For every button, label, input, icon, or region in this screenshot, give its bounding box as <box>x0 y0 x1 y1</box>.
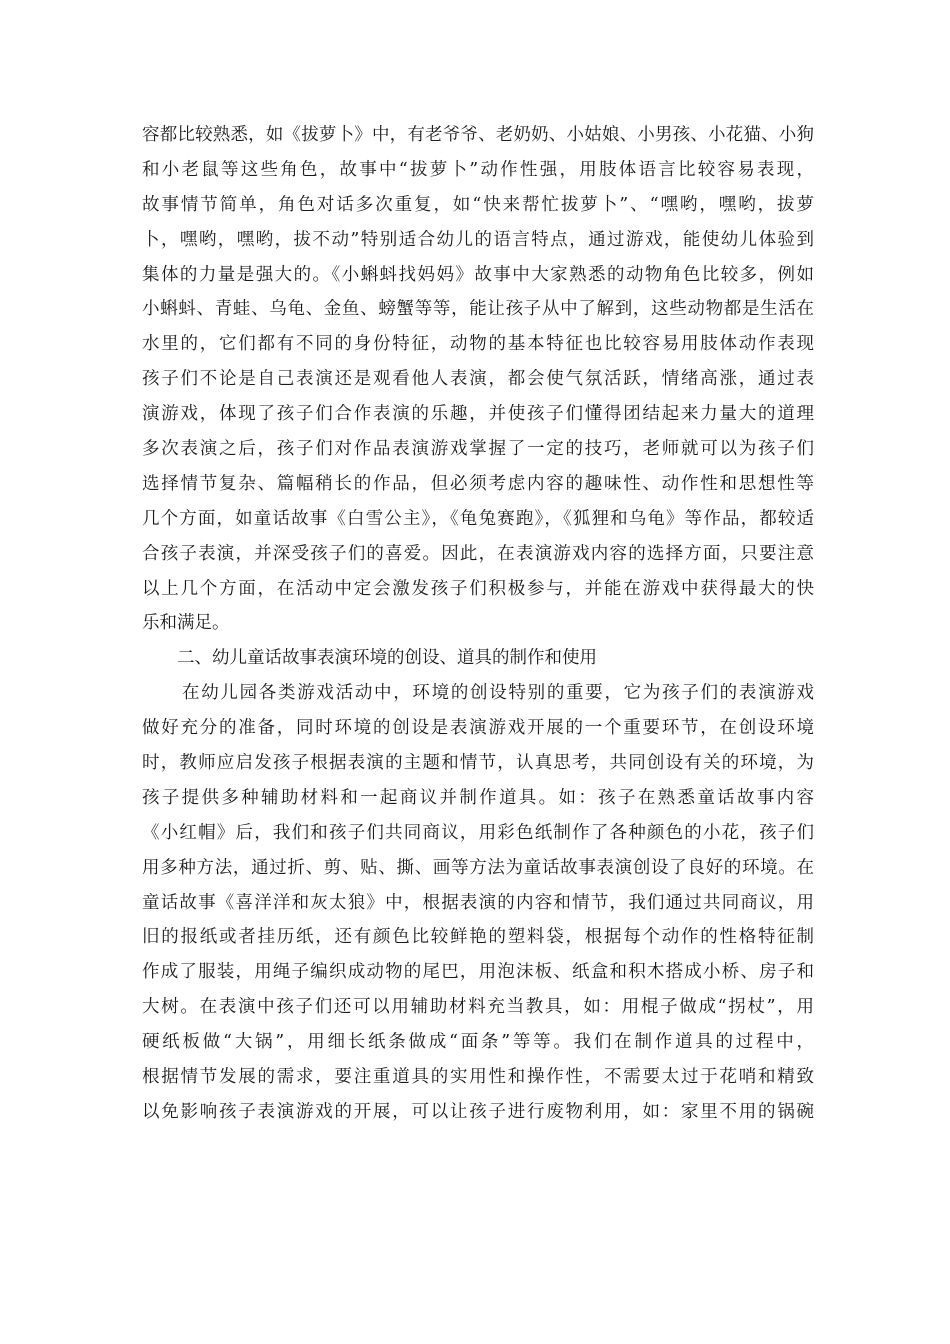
text-line: 旧的报纸或者挂历纸，还有颜色比较鲜艳的塑料袋，根据每个动作的性格特征制 <box>142 927 814 948</box>
text-line: 做好充分的准备，同时环境的创设是表演游戏开展的一个重要环节，在创设环境 <box>142 718 814 739</box>
text-line: 大树。在表演中孩子们还可以用辅助材料充当教具，如：用棍子做成“拐杖”，用 <box>142 997 814 1018</box>
text-line: 在幼儿园各类游戏活动中，环境的创设特别的重要，它为孩子们的表演游戏 <box>182 683 814 704</box>
text-line: 童话故事《喜洋洋和灰太狼》中，根据表演的内容和情节，我们通过共同商议，用 <box>142 892 814 913</box>
text-line: 选择情节复杂、篇幅稍长的作品，但必须考虑内容的趣味性、动作性和思想性等 <box>142 473 814 494</box>
text-line: 《小红帽》后，我们和孩子们共同商议，用彩色纸制作了各种颜色的小花，孩子们 <box>142 822 814 843</box>
text-line: 孩子们不论是自己表演还是观看他人表演，都会使气氛活跃，情绪高涨，通过表 <box>142 369 814 390</box>
text-line: 根据情节发展的需求，要注重道具的实用性和操作性，不需要太过于花哨和精致 <box>142 1067 814 1088</box>
text-line: 用多种方法，通过折、剪、贴、撕、画等方法为童话故事表演创设了良好的环境。在 <box>142 857 814 878</box>
text-line: 和小老鼠等这些角色，故事中“拔萝卜”动作性强，用肢体语言比较容易表现， <box>142 159 814 180</box>
text-line: 多次表演之后，孩子们对作品表演游戏掌握了一定的技巧，老师就可以为孩子们 <box>142 439 814 460</box>
text-line: 时，教师应启发孩子根据表演的主题和情节，认真思考，共同创设有关的环境，为 <box>142 753 814 774</box>
text-line: 合孩子表演，并深受孩子们的喜爱。因此，在表演游戏内容的选择方面，只要注意 <box>142 543 814 564</box>
text-line: 以上几个方面，在活动中定会激发孩子们积极参与，并能在游戏中获得最大的快 <box>142 578 814 599</box>
text-line: 容都比较熟悉，如《拔萝卜》中，有老爷爷、老奶奶、小姑娘、小男孩、小花猫、小狗 <box>142 125 814 145</box>
section-heading: 二、幼儿童话故事表演环境的创设、道具的制作和使用 <box>177 648 597 669</box>
text-line: 卜，嘿哟，嘿哟，拔不动”特别适合幼儿的语言特点，通过游戏，能使幼儿体验到 <box>142 229 814 250</box>
text-line: 作成了服装，用绳子编织成动物的尾巴，用泡沫板、纸盒和积木搭成小桥、房子和 <box>142 962 814 983</box>
text-line: 集体的力量是强大的。《小蝌蚪找妈妈》故事中大家熟悉的动物角色比较多，例如 <box>142 264 814 285</box>
text-line: 硬纸板做“大锅”，用细长纸条做成“面条”等等。我们在制作道具的过程中， <box>142 1032 814 1053</box>
text-line: 故事情节简单，角色对话多次重复，如“快来帮忙拔萝卜”、“嘿哟，嘿哟，拔萝 <box>142 194 814 215</box>
text-line: 乐和满足。 <box>142 613 230 634</box>
text-line: 孩子提供多种辅助材料和一起商议并制作道具。如：孩子在熟悉童话故事内容 <box>142 787 814 808</box>
text-line: 小蝌蚪、青蛙、乌龟、金鱼、螃蟹等等，能让孩子从中了解到，这些动物都是生活在 <box>142 299 814 320</box>
text-line: 水里的，它们都有不同的身份特征，动物的基本特征也比较容易用肢体动作表现 <box>142 334 814 355</box>
text-line: 以免影响孩子表演游戏的开展，可以让孩子进行废物利用，如：家里不用的锅碗 <box>142 1101 814 1122</box>
text-line: 几个方面，如童话故事《白雪公主》，《龟兔赛跑》，《狐狸和乌龟》等作品，都较适 <box>142 508 814 529</box>
text-line: 演游戏，体现了孩子们合作表演的乐趣，并使孩子们懂得团结起来力量大的道理 <box>142 404 814 425</box>
body-text <box>142 118 814 1130</box>
